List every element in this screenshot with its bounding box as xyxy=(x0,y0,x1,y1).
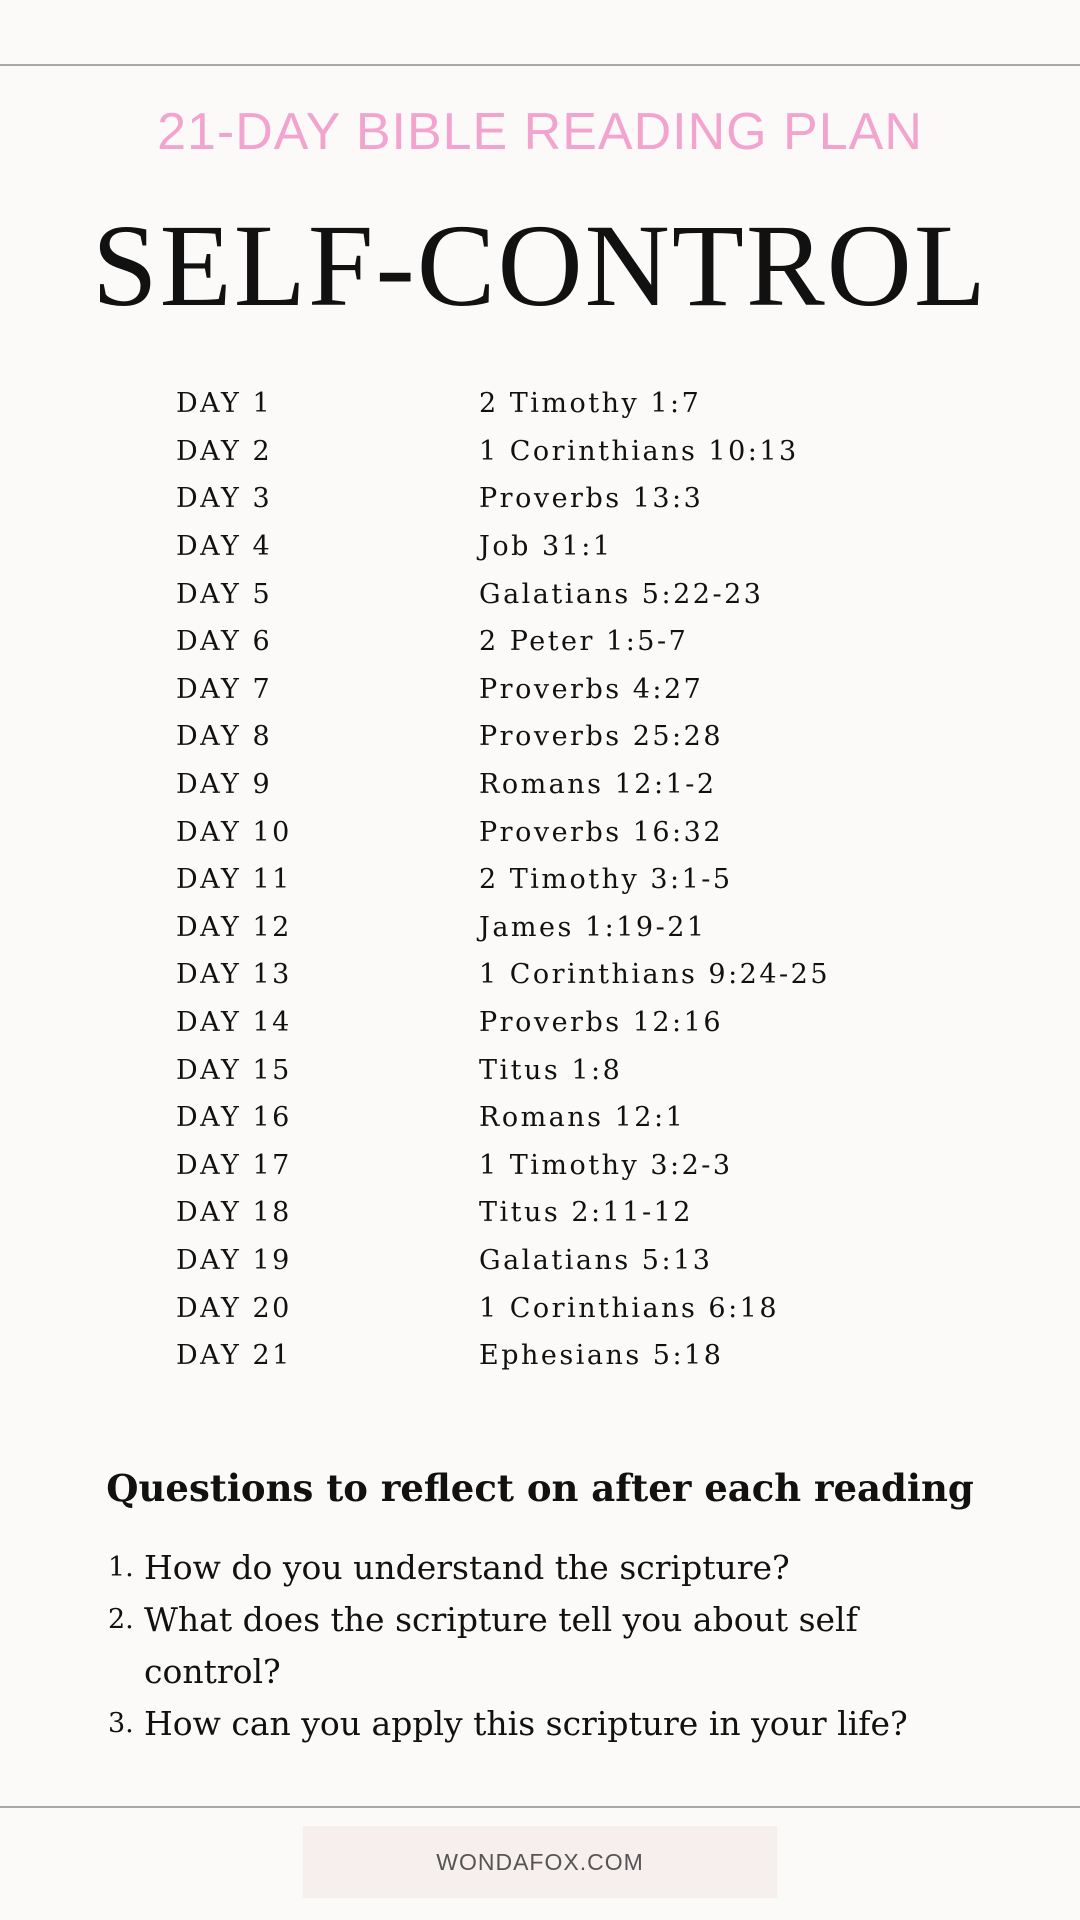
plan-day-label: DAY 13 xyxy=(176,959,292,991)
plan-scripture-reference: Ephesians 5:18 xyxy=(479,1340,724,1372)
plan-row xyxy=(176,1046,936,1094)
plan-scripture-reference: Proverbs 12:16 xyxy=(479,1007,723,1039)
question-number: 2. xyxy=(108,1604,134,1635)
plan-day-label: DAY 1 xyxy=(176,388,273,420)
plan-day-label: DAY 17 xyxy=(176,1149,292,1181)
plan-row xyxy=(176,523,936,571)
page-title: SELF-CONTROL xyxy=(92,200,988,331)
plan-day-label: DAY 15 xyxy=(176,1054,292,1086)
plan-day-label: DAY 12 xyxy=(176,911,292,943)
plan-scripture-reference: Proverbs 13:3 xyxy=(479,483,704,515)
plan-scripture-reference: 1 Corinthians 10:13 xyxy=(479,435,799,467)
plan-row xyxy=(176,428,936,476)
plan-row xyxy=(176,1189,936,1237)
plan-row xyxy=(176,808,936,856)
plan-row xyxy=(176,713,936,761)
question-number: 3. xyxy=(108,1708,134,1739)
plan-day-label: DAY 20 xyxy=(176,1292,292,1324)
plan-row xyxy=(176,618,936,666)
question-text: What does the scripture tell you about self control? xyxy=(144,1600,858,1691)
plan-day-label: DAY 19 xyxy=(176,1244,292,1276)
questions-list xyxy=(108,1542,968,1750)
plan-scripture-reference: Galatians 5:13 xyxy=(479,1244,713,1276)
plan-day-label: DAY 14 xyxy=(176,1007,292,1039)
plan-row xyxy=(176,570,936,618)
plan-subtitle: 21-DAY BIBLE READING PLAN xyxy=(157,103,923,161)
reading-plan-list xyxy=(176,380,936,1379)
question-item xyxy=(108,1698,968,1750)
plan-row xyxy=(176,761,936,809)
plan-day-label: DAY 5 xyxy=(176,578,273,610)
plan-row xyxy=(176,856,936,904)
plan-day-label: DAY 7 xyxy=(176,673,273,705)
plan-day-label: DAY 21 xyxy=(176,1340,292,1372)
plan-day-label: DAY 3 xyxy=(176,483,273,515)
plan-day-label: DAY 8 xyxy=(176,721,273,753)
plan-row xyxy=(176,1094,936,1142)
plan-row xyxy=(176,475,936,523)
plan-scripture-reference: Romans 12:1 xyxy=(479,1102,686,1134)
plan-scripture-reference: Titus 1:8 xyxy=(479,1054,623,1086)
plan-scripture-reference: 1 Corinthians 9:24-25 xyxy=(479,959,831,991)
plan-row xyxy=(176,666,936,714)
plan-scripture-reference: James 1:19-21 xyxy=(479,911,707,943)
footer-site-label: WONDAFOX.COM xyxy=(436,1848,644,1875)
plan-row xyxy=(176,1142,936,1190)
plan-scripture-reference: 1 Timothy 3:2-3 xyxy=(479,1149,733,1181)
question-number: 1. xyxy=(108,1552,134,1583)
question-item xyxy=(108,1542,968,1594)
plan-scripture-reference: Proverbs 16:32 xyxy=(479,816,723,848)
plan-day-label: DAY 4 xyxy=(176,531,273,563)
plan-row xyxy=(176,1237,936,1285)
plan-day-label: DAY 2 xyxy=(176,435,273,467)
plan-scripture-reference: 2 Timothy 1:7 xyxy=(479,388,702,420)
top-divider xyxy=(0,64,1080,66)
plan-row xyxy=(176,904,936,952)
plan-scripture-reference: Romans 12:1-2 xyxy=(479,769,717,801)
plan-scripture-reference: 2 Timothy 3:1-5 xyxy=(479,864,733,896)
question-text: How can you apply this scripture in your life? xyxy=(144,1704,908,1743)
question-item xyxy=(108,1594,968,1698)
plan-row xyxy=(176,1332,936,1380)
plan-day-label: DAY 11 xyxy=(176,864,292,896)
plan-scripture-reference: Proverbs 25:28 xyxy=(479,721,723,753)
plan-scripture-reference: 2 Peter 1:5-7 xyxy=(479,626,689,658)
plan-day-label: DAY 6 xyxy=(176,626,273,658)
plan-row xyxy=(176,951,936,999)
plan-scripture-reference: Job 31:1 xyxy=(479,531,613,563)
questions-heading: Questions to reflect on after each reading xyxy=(106,1466,974,1510)
plan-row xyxy=(176,380,936,428)
question-text: How do you understand the scripture? xyxy=(144,1548,790,1587)
plan-scripture-reference: Titus 2:11-12 xyxy=(479,1197,693,1229)
plan-row xyxy=(176,999,936,1047)
plan-scripture-reference: Galatians 5:22-23 xyxy=(479,578,764,610)
bottom-divider xyxy=(0,1806,1080,1808)
plan-day-label: DAY 10 xyxy=(176,816,292,848)
plan-day-label: DAY 18 xyxy=(176,1197,292,1229)
plan-row xyxy=(176,1284,936,1332)
footer-banner xyxy=(303,1826,777,1898)
plan-scripture-reference: Proverbs 4:27 xyxy=(479,673,704,705)
plan-day-label: DAY 9 xyxy=(176,769,273,801)
plan-day-label: DAY 16 xyxy=(176,1102,292,1134)
plan-scripture-reference: 1 Corinthians 6:18 xyxy=(479,1292,780,1324)
